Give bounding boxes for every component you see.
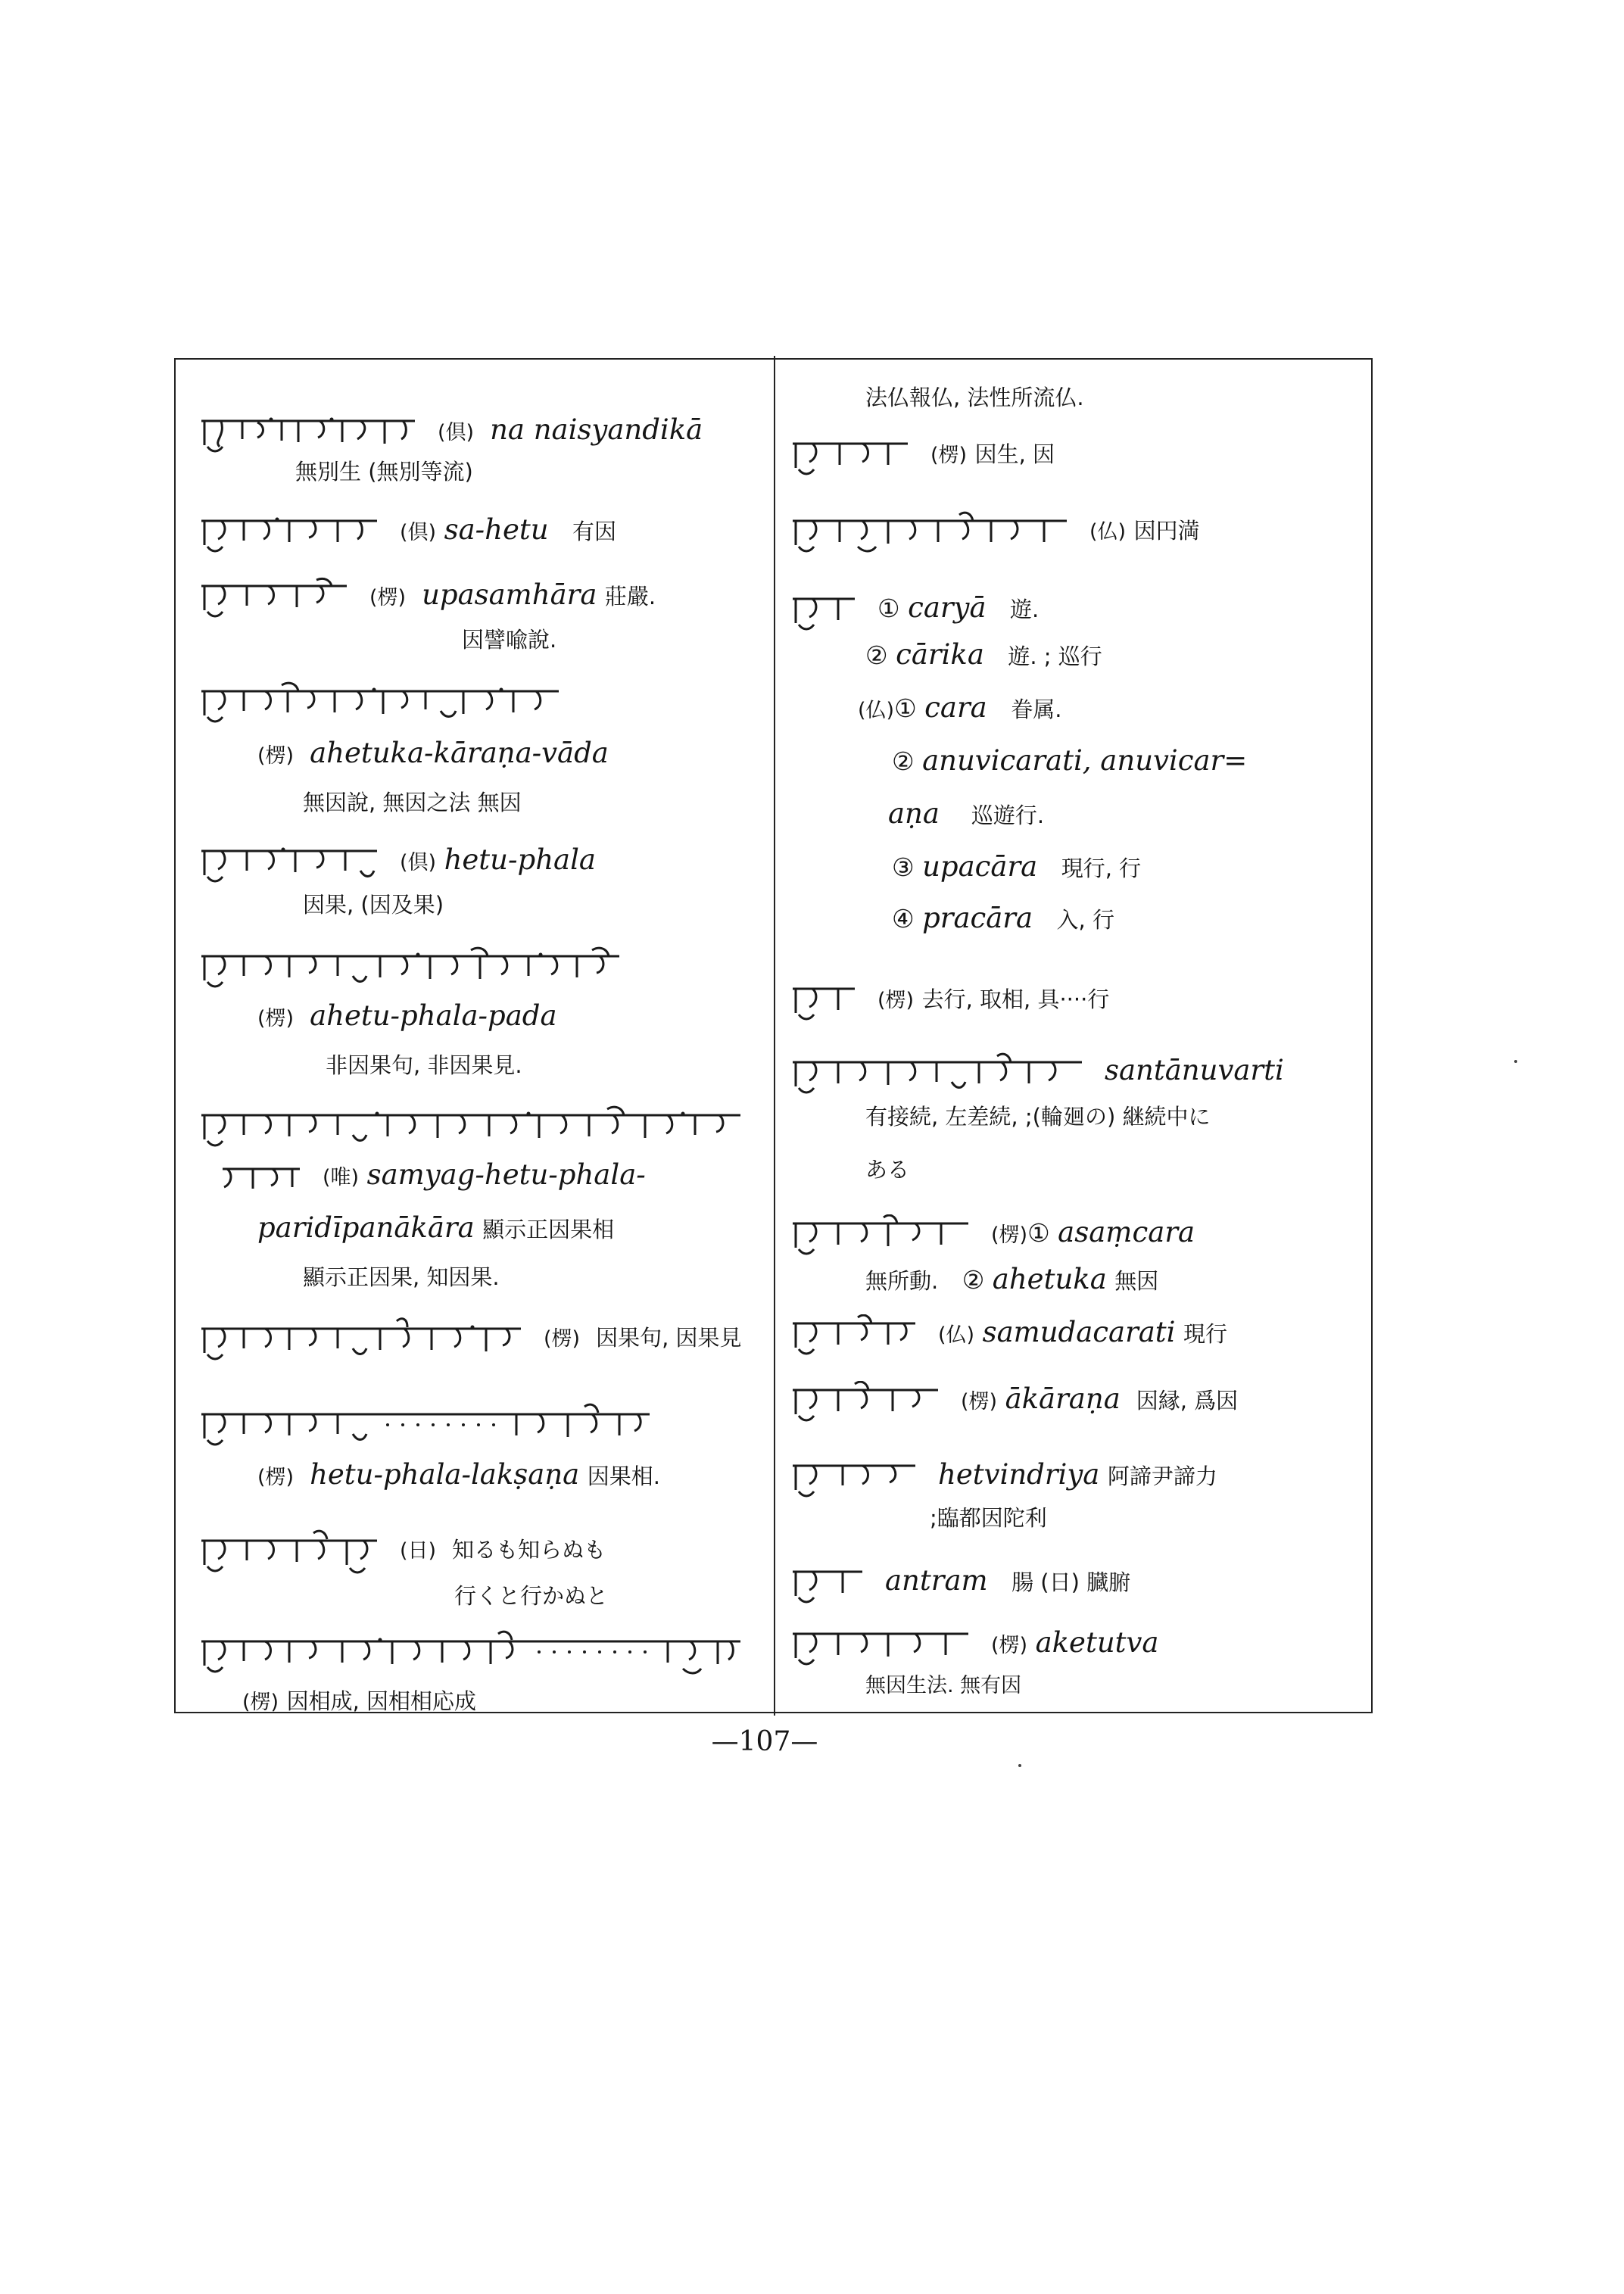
sense-number: ② bbox=[962, 1265, 985, 1295]
source-tag: (楞) bbox=[544, 1327, 581, 1351]
tibetan-script-image bbox=[790, 435, 911, 482]
sense-number: ① bbox=[1027, 1218, 1050, 1248]
tibetan-script-image bbox=[790, 1625, 971, 1672]
entry-continuation: 無因說, 無因之法 無因 bbox=[303, 790, 522, 815]
entry-continuation: 行くと行かぬと bbox=[454, 1583, 609, 1609]
sanskrit-term: upacāra bbox=[922, 850, 1038, 883]
japanese-gloss: 去行, 取相, 具····行 bbox=[921, 986, 1110, 1012]
japanese-gloss: 因円満 bbox=[1133, 518, 1200, 544]
tibetan-script-image bbox=[790, 510, 1070, 559]
entry-line bbox=[892, 746, 1247, 777]
entry-continuation: 無別生 (無別等流) bbox=[295, 459, 473, 485]
entry-line bbox=[790, 1211, 1195, 1258]
japanese-gloss: 現行, 行 bbox=[1061, 856, 1142, 881]
entry-continuation: 非因果句, 非因果見. bbox=[326, 1052, 522, 1078]
entry-line bbox=[865, 1264, 1158, 1295]
sanskrit-term: ākāraṇa bbox=[1005, 1382, 1121, 1415]
source-tag: (日) bbox=[400, 1539, 437, 1563]
sanskrit-term: aketutva bbox=[1035, 1626, 1159, 1659]
sanskrit-term: cara bbox=[924, 691, 987, 724]
entry-line bbox=[790, 432, 1055, 478]
sanskrit-term: hetu-phala bbox=[444, 843, 596, 876]
sense-number: ③ bbox=[892, 852, 915, 882]
sanskrit-term: antram bbox=[885, 1564, 988, 1597]
sanskrit-term: pracāra bbox=[922, 902, 1033, 934]
entry-line bbox=[790, 1622, 1158, 1669]
source-tag: (仏) bbox=[1089, 520, 1127, 544]
sanskrit-term: hetvindriya bbox=[938, 1458, 1100, 1491]
entry-line bbox=[865, 640, 1102, 671]
japanese-gloss: 因果句, 因果見 bbox=[596, 1325, 742, 1351]
japanese-gloss: 因生, 因 bbox=[974, 441, 1055, 467]
sense-number: ① bbox=[877, 594, 900, 623]
sense-number: ④ bbox=[892, 904, 915, 933]
sanskrit-term: sa-hetu bbox=[444, 513, 549, 546]
source-tag: (楞) bbox=[961, 1390, 998, 1413]
entry-continuation: ;臨都因陀利 bbox=[930, 1505, 1047, 1531]
source-tag: (楞) bbox=[991, 1223, 1028, 1247]
japanese-gloss: 現行 bbox=[1183, 1321, 1228, 1347]
tibetan-script-image bbox=[790, 1052, 1085, 1100]
entry-line bbox=[858, 693, 1061, 724]
japanese-gloss: 巡遊行. bbox=[971, 803, 1045, 828]
japanese-gloss: 顯示正因果相 bbox=[482, 1217, 615, 1242]
source-tag: (楞) bbox=[877, 989, 915, 1012]
entry-line bbox=[790, 507, 1200, 556]
japanese-gloss: 腸 (日) 臓腑 bbox=[1011, 1569, 1131, 1595]
entry-line bbox=[790, 1560, 1130, 1607]
tibetan-script-image bbox=[790, 980, 858, 1027]
sanskrit-term: asaṃcara bbox=[1058, 1216, 1195, 1248]
sense-number: ② bbox=[865, 641, 888, 670]
japanese-gloss: 遊. ; 巡行 bbox=[1008, 644, 1102, 669]
page-number: —107— bbox=[711, 1726, 818, 1757]
sanskrit-term: anuvicarati, anuvicar= bbox=[922, 744, 1248, 777]
sanskrit-term: ahetuka bbox=[992, 1263, 1107, 1295]
sanskrit-term: hetu-phala-lakṣaṇa bbox=[310, 1458, 580, 1491]
source-tag: (倶) bbox=[400, 851, 437, 874]
tibetan-script-image bbox=[790, 590, 858, 637]
entry-continuation: 無因生法. 無有因 bbox=[865, 1674, 1022, 1697]
entry-line bbox=[790, 1454, 1217, 1501]
column-divider bbox=[774, 356, 775, 1716]
tibetan-script-image bbox=[790, 1214, 971, 1261]
scan-speck bbox=[1514, 1060, 1517, 1063]
japanese-gloss: 有因 bbox=[572, 519, 617, 544]
japanese-gloss: 無所動. bbox=[865, 1268, 939, 1294]
sanskrit-term: samyag-hetu-phala- bbox=[366, 1158, 646, 1191]
sanskrit-term: caryā bbox=[908, 591, 987, 624]
japanese-gloss: 知るも知らぬも bbox=[452, 1537, 606, 1563]
entry-line bbox=[790, 1311, 1227, 1358]
entry-line bbox=[888, 799, 1044, 830]
japanese-gloss: 眷属. bbox=[1011, 697, 1062, 722]
tibetan-script-image bbox=[790, 1563, 865, 1610]
left-column-lower bbox=[189, 0, 765, 2294]
entry-line bbox=[790, 587, 1039, 634]
sanskrit-term: cārika bbox=[896, 638, 984, 671]
japanese-gloss: 因縁, 爲因 bbox=[1136, 1388, 1239, 1413]
tibetan-script-image bbox=[790, 1457, 918, 1504]
source-tag: (楞) bbox=[242, 1691, 279, 1714]
entry-continuation: 因果, (因及果) bbox=[303, 892, 444, 918]
sanskrit-term: paridīpanākāra bbox=[257, 1211, 475, 1244]
entry-continuation: 因譬喩說. bbox=[462, 627, 557, 653]
sanskrit-term: na naisyandikā bbox=[490, 413, 703, 446]
right-column bbox=[790, 0, 1365, 2294]
source-tag: (楞) bbox=[369, 586, 407, 609]
sanskrit-term: santānuvarti bbox=[1105, 1054, 1284, 1086]
sanskrit-term: ahetu-phala-pada bbox=[310, 999, 557, 1032]
japanese-gloss: 莊嚴. bbox=[604, 584, 656, 609]
entry-continuation: ある bbox=[865, 1157, 910, 1183]
source-tag: (仏) bbox=[938, 1323, 975, 1347]
sanskrit-term: samudacarati bbox=[982, 1316, 1176, 1348]
source-tag: (楞) bbox=[257, 744, 295, 768]
tibetan-script-image bbox=[790, 1314, 918, 1361]
source-tag: (楞) bbox=[991, 1634, 1028, 1657]
sanskrit-term: aṇa bbox=[888, 797, 940, 830]
tibetan-script-image bbox=[790, 1381, 941, 1428]
scan-speck bbox=[1018, 1764, 1021, 1767]
japanese-gloss: 因果相. bbox=[587, 1463, 660, 1489]
japanese-gloss: 入, 行 bbox=[1056, 907, 1114, 933]
japanese-gloss: 阿諦尹諦力 bbox=[1107, 1463, 1217, 1489]
source-tag: (楞) bbox=[930, 444, 968, 467]
entry-line bbox=[892, 903, 1114, 934]
source-tag: (倶) bbox=[438, 421, 475, 444]
source-tag: (倶) bbox=[400, 521, 437, 544]
japanese-gloss: 遊. bbox=[1010, 597, 1040, 622]
sense-number: ① bbox=[894, 693, 917, 723]
sanskrit-term: ahetuka-kāraṇa-vāda bbox=[310, 737, 609, 769]
japanese-gloss: 無因 bbox=[1114, 1268, 1159, 1294]
entry-line bbox=[892, 852, 1141, 883]
entry-continuation: 法仏報仏, 法性所流仏. bbox=[865, 385, 1084, 410]
entry-line bbox=[790, 977, 1109, 1024]
source-tag: (楞) bbox=[257, 1466, 295, 1489]
entry-continuation: 有接続, 左差続, ;(輪廻の) 継続中に bbox=[865, 1104, 1211, 1130]
entry-line bbox=[790, 1378, 1238, 1425]
source-tag: (唯) bbox=[323, 1166, 360, 1189]
source-tag: (仏) bbox=[858, 699, 895, 722]
source-tag: (楞) bbox=[257, 1007, 295, 1030]
japanese-gloss: 因相成, 因相相応成 bbox=[286, 1688, 477, 1714]
sense-number: ② bbox=[892, 746, 915, 776]
entry-line bbox=[790, 1049, 1284, 1097]
sanskrit-term: upasamhāra bbox=[422, 578, 597, 611]
entry-continuation: 顯示正因果, 知因果. bbox=[303, 1264, 500, 1290]
